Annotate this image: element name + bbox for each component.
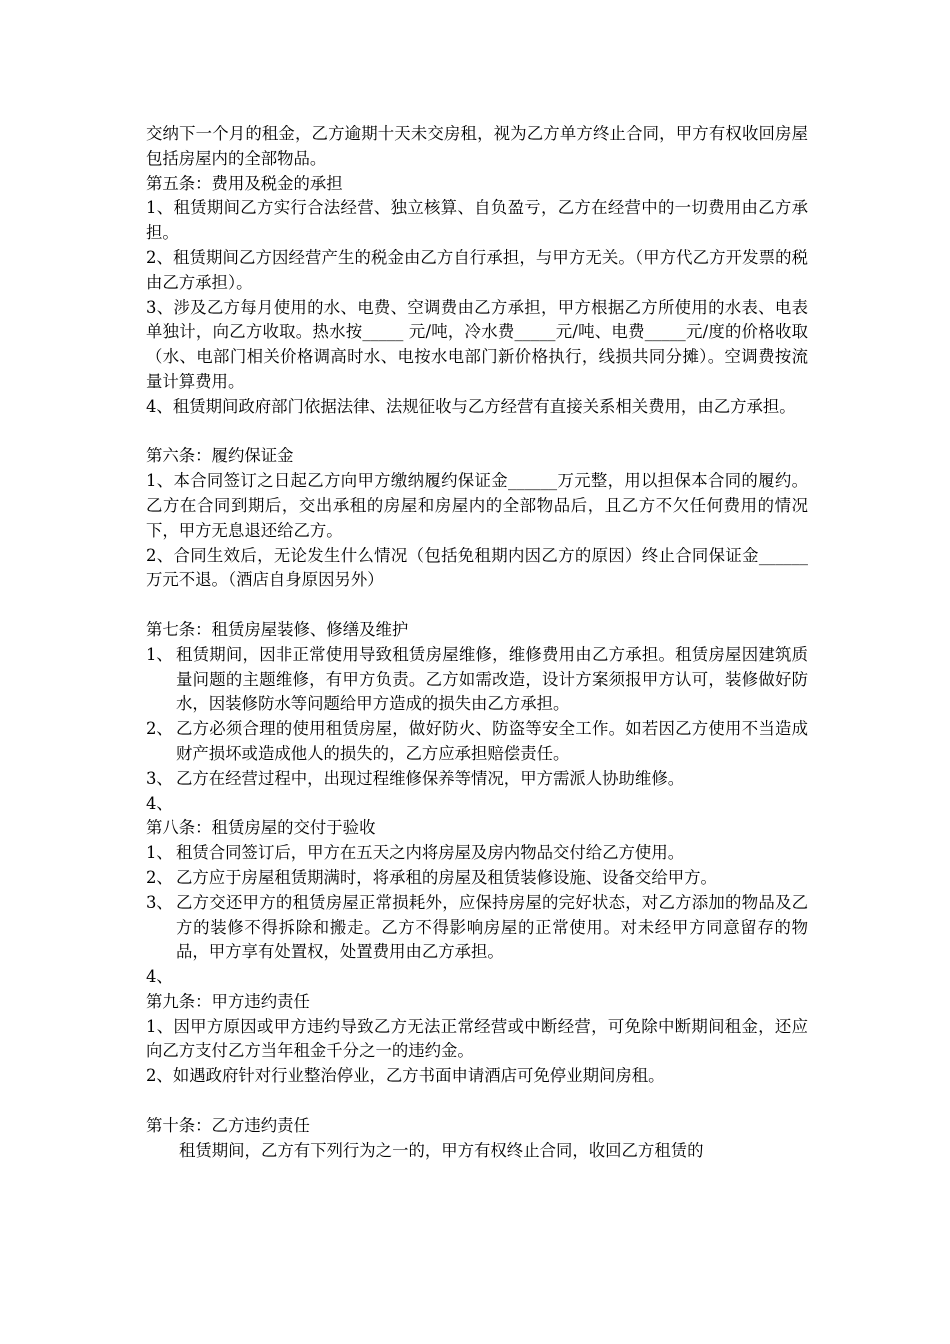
article-heading: 第五条：费用及税金的承担	[146, 173, 343, 193]
item-text: 乙方交还甲方的租赁房屋正常损耗外，应保持房屋的完好状态，对乙方添加的物品及乙方的装修不得拆除和搬走。乙方不得影响房屋的正常使用。对未经甲方同意留存的物品，甲方享有处置权，处置费用由乙方承担。	[176, 892, 808, 962]
item-number: 3、	[146, 768, 173, 788]
paragraph: 交纳下一个月的租金，乙方逾期十天未交房租，视为乙方单方终止合同，甲方有权收回房屋包括房屋内的全部物品。	[146, 124, 808, 168]
numbered-item	[146, 767, 808, 792]
paragraph: 2、租赁期间乙方因经营产生的税金由乙方自行承担，与甲方无关。（甲方代乙方开发票的税由乙方承担）。	[146, 247, 808, 292]
paragraph: 4、租赁期间政府部门依据法律、法规征收与乙方经营有直接关系相关费用，由乙方承担。	[146, 396, 796, 416]
item-text: 乙方在经营过程中，出现过程维修保养等情况，甲方需派人协助维修。	[176, 768, 685, 788]
item-number: 1、	[146, 644, 173, 664]
article-heading: 第十条：乙方违约责任	[146, 1115, 310, 1135]
numbered-item	[146, 891, 808, 965]
numbered-item	[146, 866, 808, 891]
article-heading: 第七条：租赁房屋装修、修缮及维护	[146, 619, 409, 639]
paragraph: 2、如遇政府针对行业整治停业，乙方书面申请酒店可免停业期间房租。	[146, 1066, 665, 1086]
item-number: 2、	[146, 867, 173, 887]
numbered-item	[146, 965, 808, 990]
item-text	[176, 792, 808, 817]
item-number: 4、	[146, 967, 173, 987]
item-number: 2、	[146, 719, 173, 739]
item-text: 租赁合同签订后，甲方在五天之内将房屋及房内物品交付给乙方使用。	[176, 843, 685, 863]
item-number: 3、	[146, 892, 173, 912]
article-heading: 第九条：甲方违约责任	[146, 991, 310, 1011]
item-number: 1、	[146, 843, 173, 863]
article-heading: 第六条：履约保证金	[146, 446, 294, 466]
paragraph: 1、本合同签订之日起乙方向甲方缴纳履约保证金______万元整，用以担保本合同的履约。乙方在合同到期后，交出承租的房屋和房屋内的全部物品后，且乙方不欠任何费用的情况下，甲方无息退还给乙方。	[146, 471, 808, 540]
numbered-item	[146, 643, 808, 717]
item-number: 4、	[146, 793, 173, 813]
paragraph: 1、租赁期间乙方实行合法经营、独立核算、自负盈亏，乙方在经营中的一切费用由乙方承担。	[146, 198, 808, 243]
blank-line	[146, 420, 808, 445]
paragraph: 1、因甲方原因或甲方违约导致乙方无法正常经营或中断经营，可免除中断期间租金，还应向乙方支付乙方当年租金千分之一的违约金。	[146, 1016, 808, 1061]
numbered-item	[146, 841, 808, 866]
blank-line	[146, 1089, 808, 1114]
item-text: 租赁期间，因非正常使用导致租赁房屋维修，维修费用由乙方承担。租赁房屋因建筑质量问题的主题维修，有甲方负责。乙方如需改造，设计方案须报甲方认可，装修做好防水，因装修防水等问题给甲方造成的损失由乙方承担。	[176, 644, 808, 714]
numbered-item	[146, 792, 808, 817]
item-text	[176, 965, 808, 990]
item-text: 乙方应于房屋租赁期满时，将承租的房屋及租赁装修设施、设备交给甲方。	[176, 867, 717, 887]
paragraph: 2、合同生效后，无论发生什么情况（包括免租期内因乙方的原因）终止合同保证金______万元不退。（酒店自身原因另外）	[146, 545, 808, 590]
blank-line	[146, 593, 808, 618]
article-heading: 第八条：租赁房屋的交付于验收	[146, 818, 376, 838]
numbered-item	[146, 717, 808, 767]
document-body	[146, 122, 808, 1163]
paragraph: 3、涉及乙方每月使用的水、电费、空调费由乙方承担，甲方根据乙方所使用的水表、电表单独计，向乙方收取。热水按_____ 元/吨，冷水费_____元/吨、电费_____元/度的价格收取（水、电部门相关价格调高时水、电按水电部门新价格执行，线损共同分摊）。空调费按流量计算费用。	[146, 297, 808, 391]
paragraph: 租赁期间，乙方有下列行为之一的，甲方有权终止合同，收回乙方租赁的	[179, 1140, 704, 1160]
item-text: 乙方必须合理的使用租赁房屋，做好防火、防盗等安全工作。如若因乙方使用不当造成财产损坏或造成他人的损失的，乙方应承担赔偿责任。	[176, 719, 808, 763]
